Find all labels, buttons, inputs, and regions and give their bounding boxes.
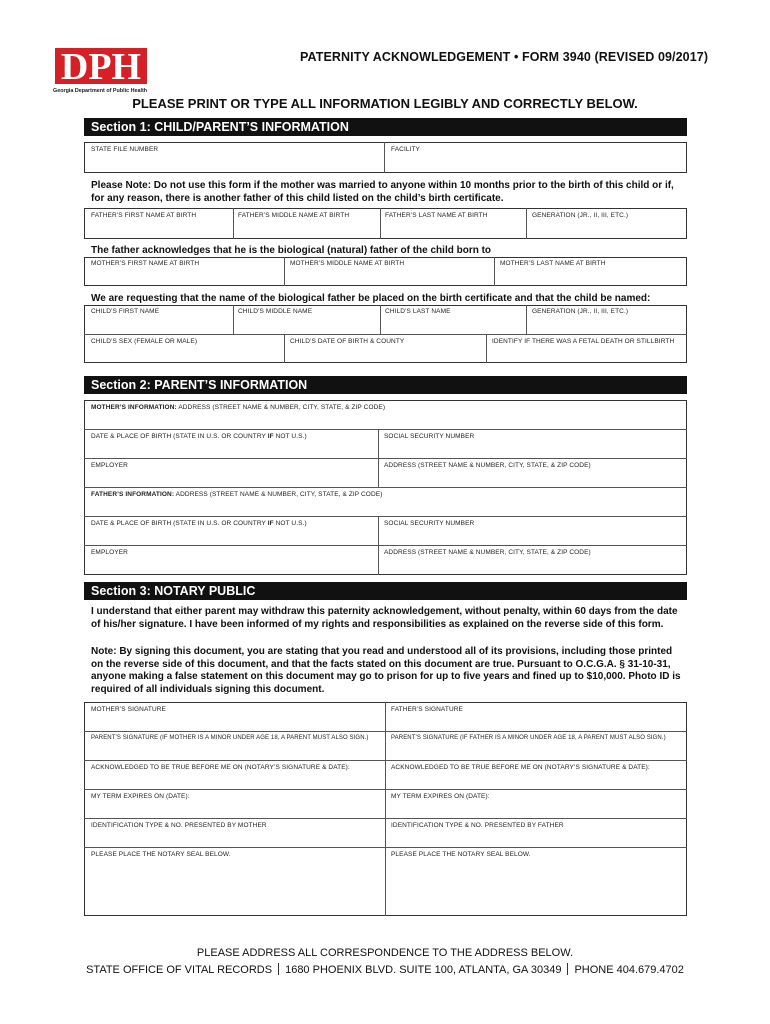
mother-employer-field[interactable]: EMPLOYER bbox=[91, 462, 128, 469]
facility-field[interactable]: FACILITY bbox=[391, 146, 420, 153]
fetal-death-field[interactable]: IDENTIFY IF THERE WAS A FETAL DEATH OR STILLBIRTH bbox=[492, 338, 675, 345]
parent-signature-father-field[interactable]: PARENT’S SIGNATURE (IF FATHER IS A MINOR UNDER AGE 18, A PARENT MUST ALSO SIGN.) bbox=[391, 735, 666, 741]
dph-logo-mark bbox=[50, 44, 148, 96]
father-signature-field[interactable]: FATHER’S SIGNATURE bbox=[391, 706, 463, 713]
withdraw-statement: I understand that either parent may withdraw this paternity acknowledgement, without penalty, within 60 days from the date of his/her signature. I have been informed of my rights and responsibilities as explained on the reverse side of this form. bbox=[91, 606, 678, 630]
dph-logo bbox=[50, 44, 148, 96]
father-generation-field[interactable]: GENERATION (JR., II, III, ETC.) bbox=[532, 212, 629, 219]
footer-office: STATE OFFICE OF VITAL RECORDS bbox=[86, 964, 273, 976]
section1-note: Please Note: Do not use this form if the mother was married to anyone within 10 months prior to the birth of this child or if, for any reason, there is another father of this child listed on the child’s birth certificate. bbox=[91, 180, 674, 204]
child-generation-field[interactable]: GENERATION (JR., II, III, ETC.) bbox=[532, 308, 629, 315]
notary-ack-father-field[interactable]: ACKNOWLEDGED TO BE TRUE BEFORE ME ON (NOTARY’S SIGNATURE & DATE): bbox=[391, 764, 650, 771]
father-dob-place-field[interactable]: DATE & PLACE OF BIRTH (STATE IN U.S. OR COUNTRY IF NOT U.S.) bbox=[91, 520, 307, 527]
mother-address-field[interactable]: MOTHER’S INFORMATION: ADDRESS (STREET NAME & NUMBER, CITY, STATE, & ZIP CODE) bbox=[91, 404, 386, 411]
section3-header: Section 3: NOTARY PUBLIC bbox=[84, 582, 687, 600]
state-file-facility-row bbox=[84, 142, 687, 173]
form-title: PATERNITY ACKNOWLEDGEMENT • FORM 3940 (REVISED 09/2017) bbox=[300, 50, 709, 64]
father-last-name-field[interactable]: FATHER’S LAST NAME AT BIRTH bbox=[385, 212, 488, 219]
mother-ssn-field[interactable]: SOCIAL SECURITY NUMBER bbox=[384, 433, 475, 440]
father-employer-field[interactable]: EMPLOYER bbox=[91, 549, 128, 556]
mother-signature-field[interactable]: MOTHER’S SIGNATURE bbox=[91, 706, 166, 713]
child-last-name-field[interactable]: CHILD’S LAST NAME bbox=[385, 308, 451, 315]
term-expires-mother-field[interactable]: MY TERM EXPIRES ON (DATE): bbox=[91, 793, 190, 800]
id-mother-field[interactable]: IDENTIFICATION TYPE & NO. PRESENTED BY MOTHER bbox=[91, 822, 267, 829]
mother-dob-place-field[interactable]: DATE & PLACE OF BIRTH (STATE IN U.S. OR COUNTRY IF NOT U.S.) bbox=[91, 433, 307, 440]
notary-seal-right[interactable]: PLEASE PLACE THE NOTARY SEAL BELOW. bbox=[391, 851, 531, 858]
id-father-field[interactable]: IDENTIFICATION TYPE & NO. PRESENTED BY FATHER bbox=[391, 822, 564, 829]
mother-first-name-field[interactable]: MOTHER’S FIRST NAME AT BIRTH bbox=[91, 260, 200, 267]
child-first-name-field[interactable]: CHILD’S FIRST NAME bbox=[91, 308, 160, 315]
notary-ack-mother-field[interactable]: ACKNOWLEDGED TO BE TRUE BEFORE ME ON (NOTARY’S SIGNATURE & DATE): bbox=[91, 764, 350, 771]
child-sex-field[interactable]: CHILD’S SEX (FEMALE OR MALE) bbox=[91, 338, 198, 345]
request-statement: We are requesting that the name of the biological father be placed on the birth certificate and that the child be named: bbox=[91, 293, 651, 304]
mother-middle-name-field[interactable]: MOTHER’S MIDDLE NAME AT BIRTH bbox=[290, 260, 405, 267]
father-employer-address-field[interactable]: ADDRESS (STREET NAME & NUMBER, CITY, STATE, & ZIP CODE) bbox=[384, 549, 591, 556]
father-ssn-field[interactable]: SOCIAL SECURITY NUMBER bbox=[384, 520, 475, 527]
footer-address: 1680 PHOENIX BLVD. SUITE 100, ATLANTA, GA 30349 bbox=[285, 964, 562, 976]
child-middle-name-field[interactable]: CHILD’S MIDDLE NAME bbox=[238, 308, 313, 315]
mother-employer-address-field[interactable]: ADDRESS (STREET NAME & NUMBER, CITY, STATE, & ZIP CODE) bbox=[384, 462, 591, 469]
notary-seal-left[interactable]: PLEASE PLACE THE NOTARY SEAL BELOW. bbox=[91, 851, 231, 858]
logo-text: DPH bbox=[60, 46, 142, 88]
section2-header: Section 2: PARENT’S INFORMATION bbox=[84, 376, 687, 394]
footer-phone: PHONE 404.679.4702 bbox=[574, 964, 684, 976]
mother-last-name-field[interactable]: MOTHER’S LAST NAME AT BIRTH bbox=[500, 260, 606, 267]
father-first-name-field[interactable]: FATHER’S FIRST NAME AT BIRTH bbox=[91, 212, 197, 219]
signing-note: Note: By signing this document, you are stating that you read and understood all of its provisions, including those printed on the reverse side of this document, and that the facts stated on this document are true. Pursuant to O.C.G.A. § 31-10-31, anyone making a false statement on this document may go to prison for up to five years and fined up to $10,000. Photo ID is required of all individuals signing this document. bbox=[91, 646, 681, 695]
parent-signature-mother-field[interactable]: PARENT’S SIGNATURE (IF MOTHER IS A MINOR UNDER AGE 18, A PARENT MUST ALSO SIGN.) bbox=[91, 735, 369, 741]
main-instruction: PLEASE PRINT OR TYPE ALL INFORMATION LEGIBLY AND CORRECTLY BELOW. bbox=[132, 96, 638, 111]
footer-correspondence: PLEASE ADDRESS ALL CORRESPONDENCE TO THE ADDRESS BELOW. bbox=[196, 947, 574, 959]
child-dob-field[interactable]: CHILD’S DATE OF BIRTH & COUNTY bbox=[290, 338, 405, 345]
ack-statement: The father acknowledges that he is the biological (natural) father of the child born to bbox=[91, 245, 492, 256]
section1-header: Section 1: CHILD/PARENT’S INFORMATION bbox=[84, 118, 687, 136]
state-file-number-field[interactable]: STATE FILE NUMBER bbox=[91, 146, 159, 153]
footer-address-line bbox=[0, 963, 770, 976]
father-middle-name-field[interactable]: FATHER’S MIDDLE NAME AT BIRTH bbox=[238, 212, 350, 219]
logo-subtitle: Georgia Department of Public Health bbox=[53, 88, 148, 94]
father-address-field[interactable]: FATHER’S INFORMATION: ADDRESS (STREET NAME & NUMBER, CITY, STATE, & ZIP CODE) bbox=[91, 491, 383, 498]
term-expires-father-field[interactable]: MY TERM EXPIRES ON (DATE): bbox=[391, 793, 490, 800]
